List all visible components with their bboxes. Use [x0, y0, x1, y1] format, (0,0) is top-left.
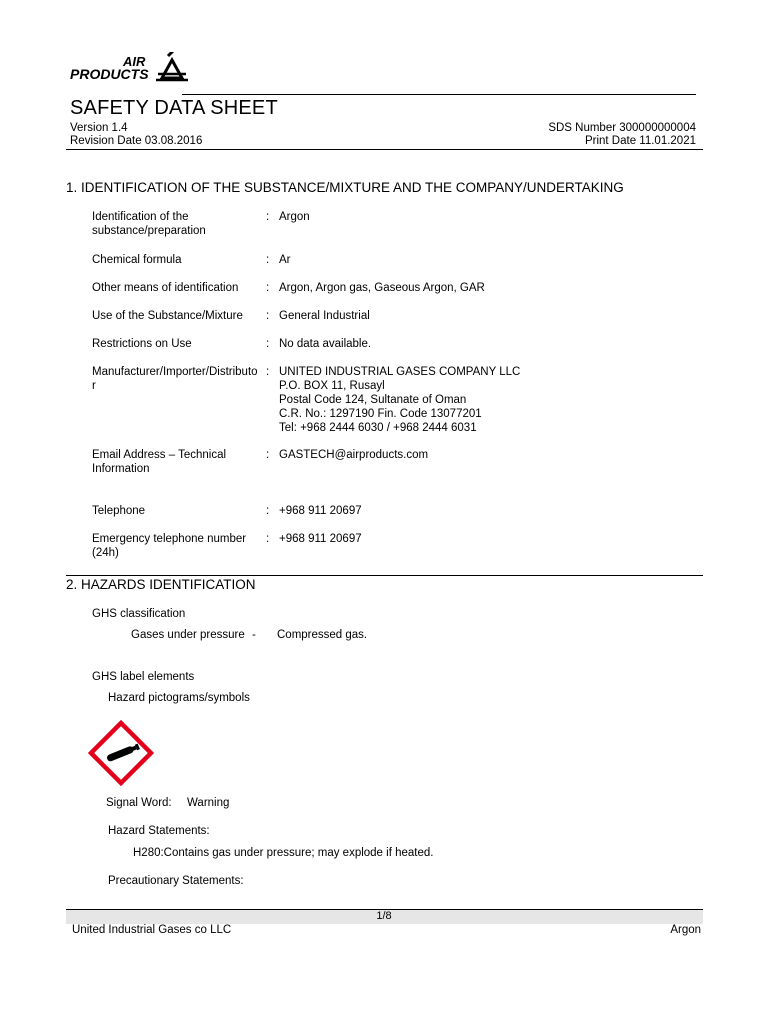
value-manufacturer-line-2: P.O. BOX 11, Rusayl [279, 380, 385, 392]
hazard-pictograms-label: Hazard pictograms/symbols [108, 692, 250, 704]
value-chemical-formula: Ar [279, 254, 291, 266]
section-1-heading: 1. IDENTIFICATION OF THE SUBSTANCE/MIXTURE AND THE COMPANY/UNDERTAKING [66, 180, 624, 195]
ghs-classification-label: GHS classification [92, 608, 186, 620]
colon-separator: : [266, 505, 270, 517]
hazard-statements-label: Hazard Statements: [108, 825, 210, 837]
document-title: SAFETY DATA SHEET [70, 97, 278, 119]
value-other-means: Argon, Argon gas, Gaseous Argon, GAR [279, 282, 485, 294]
label-telephone: Telephone [92, 505, 146, 517]
logo-text-products: PRODUCTS [70, 66, 149, 82]
signal-word-label: Signal Word: [106, 797, 172, 809]
label-emergency-telephone: Emergency telephone number (24h) [92, 533, 247, 559]
value-manufacturer-line-4: C.R. No.: 1297190 Fin. Code 13077201 [279, 408, 482, 420]
label-identification: Identification of the substance/preparation [92, 211, 206, 237]
value-telephone: +968 911 20697 [279, 505, 362, 517]
label-email: Email Address – Technical Information [92, 449, 227, 475]
section-2-heading: 2. HAZARDS IDENTIFICATION [66, 577, 256, 592]
colon-separator: : [266, 211, 270, 223]
value-email-link[interactable]: GASTECH@airproducts.com [279, 449, 429, 461]
value-restrictions: No data available. [279, 338, 372, 350]
hazard-statement-h280: H280:Contains gas under pressure; may explode if heated. [133, 847, 434, 859]
version-text: Version 1.4 [70, 122, 128, 134]
colon-separator: : [266, 338, 270, 350]
classification-item: Gases under pressure [131, 629, 245, 641]
label-restrictions: Restrictions on Use [92, 338, 192, 350]
logo-mark-icon [154, 52, 190, 82]
classification-value: Compressed gas. [277, 629, 368, 641]
value-identification: Argon [279, 211, 310, 223]
header-bottom-rule [66, 149, 703, 150]
colon-separator: : [266, 533, 270, 545]
colon-separator: : [266, 310, 270, 322]
footer-company: United Industrial Gases co LLC [72, 924, 232, 936]
value-use: General Industrial [279, 310, 370, 322]
page-number: 1/8 [376, 910, 392, 922]
precautionary-statements-label: Precautionary Statements: [108, 875, 244, 887]
label-other-means: Other means of identification [92, 282, 239, 294]
classification-separator: - [252, 629, 256, 641]
colon-separator: : [266, 366, 270, 378]
footer-product: Argon [670, 924, 701, 936]
air-products-logo [70, 52, 190, 88]
logo-text-air: AIR [123, 54, 146, 69]
section-1-bottom-rule [66, 575, 703, 576]
ghs-label-elements-label: GHS label elements [92, 671, 195, 683]
sds-number-text: SDS Number 300000000004 [548, 122, 696, 134]
colon-separator: : [266, 449, 270, 461]
label-chemical-formula: Chemical formula [92, 254, 182, 266]
value-manufacturer-line-1: UNITED INDUSTRIAL GASES COMPANY LLC [279, 366, 521, 378]
value-emergency-telephone: +968 911 20697 [279, 533, 362, 545]
header-rule [182, 94, 696, 95]
gas-cylinder-icon [88, 720, 154, 786]
colon-separator: : [266, 254, 270, 266]
value-manufacturer-line-5: Tel: +968 2444 6030 / +968 2444 6031 [279, 422, 477, 434]
print-date-text: Print Date 11.01.2021 [584, 135, 696, 147]
value-manufacturer-line-3: Postal Code 124, Sultanate of Oman [279, 394, 467, 406]
signal-word-value: Warning [187, 797, 230, 809]
colon-separator: : [266, 282, 270, 294]
label-use: Use of the Substance/Mixture [92, 310, 243, 322]
label-manufacturer: Manufacturer/Importer/Distributor [92, 366, 258, 392]
revision-date-text: Revision Date 03.08.2016 [70, 135, 203, 147]
